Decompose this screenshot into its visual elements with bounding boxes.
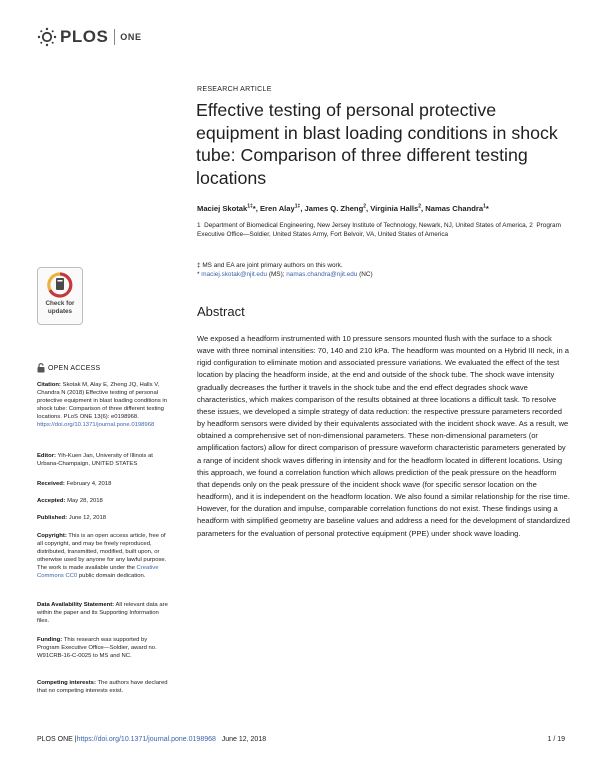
author[interactable]: James Q. Zheng$^2$, [304,203,371,213]
logo-wordmark: PLOS [60,27,109,46]
email-link-ms[interactable]: maciej.skotak@njit.edu [201,271,268,278]
citation-doi-link[interactable]: https://doi.org/10.1371/journal.pone.0198968 [37,422,155,429]
copyright: Copyright: This is an open access article, free of all copyright, and may be freely reproduced, distributed, transmitted, modified, built upon, or otherwise used by anyone for any lawful purpose. The work is made available under the Creative Commons CC0 public domain dedication. [37,533,167,580]
abstract-body: We exposed a headform instrumented with 10 pressure sensors mounted flush with the surface to a shock wave with three nominal intensities: 70, 140 and 210 kPa. The headform was mounted on a Hybrid III neck, in a rigid configuration to eliminate motion and associated pressure variations. We evaluated the effect of the test location by placing the headform inside, at the end and outside of the shock tube. The shock wave intensity gradually decreases the further it travels in the shock tube and the end effect degrades shock wave characteristics, which makes comparison of the results obtained at three locations a difficult task. To resolve these issues, we developed a simple strategy of data reduction: the respective pressure parameters recorded by headform sensors were divided by their equivalents associated with the incident shock wave. As a result, we obtained a comprehensive set of non-dimensional parameters. These non-dimensional parameters (or amplification factors) allow for direct comparison of pressure waveform characteristic parameters generated by a range of incident shock waves differing in intensity and for the headform located in different locations. Using this approach, we found a correlation function which allows prediction of the peak pressure on the headform that depends only on the peak pressure of the incident shock wave (for specific sensor location on the headform), and it is independent on the headform location. We also found a similar relationship for the rise time. However, for the duration and impulse, comparable correlation functions do not exist. These findings using a headform with simplified geometry are baseline values and address a need for the development of standardized parameters for the evaluation of personal protective equipment (PPE) under shock wave loading. [197,334,570,538]
cc0-license-link[interactable]: Creative Commons CC0 [37,565,159,580]
competing-interests: Competing interests: The authors have declared that no competing interests exist. [37,680,168,695]
article-type: RESEARCH ARTICLE [197,86,272,93]
author[interactable]: Namas Chandra$^1$* [425,203,489,213]
correspondence: * maciej.skotak@njit.edu (MS); namas.chandra@njit.edu (NC) [197,271,373,278]
logo-divider [114,29,115,45]
author[interactable]: Virginia Halls$^2$, [370,203,426,213]
page-number: 1 / 19 [547,736,565,743]
published-date: Published: June 12, 2018 [37,515,107,521]
joint-authorship-note: ‡ MS and EA are joint primary authors on this work. [197,262,343,269]
footer-date: June 12, 2018 [215,736,267,743]
journal-name: ONE [120,32,142,42]
affiliations: 1 Department of Biomedical Engineering, New Jersey Institute of Technology, Newark, NJ, United States of America, 2 Program Executive Office—Soldier, United States Army, Fort Belvoir, VA, United States of America [197,222,561,238]
page-footer [37,736,565,743]
article-title: Effective testing of personal protective equipment in blast loading conditions in shock tube: Comparison of three different testing locations [196,100,558,188]
accepted-date: Accepted: May 28, 2018 [37,498,103,504]
abstract-heading: Abstract [197,304,245,319]
author-list [197,203,587,213]
check-for-updates-icon [46,272,74,298]
open-access-label [37,363,100,373]
open-lock-icon [37,363,45,373]
data-availability: Data Availability Statement: All relevant data are within the paper and its Supporting Information files. [37,602,168,625]
plos-logo[interactable] [36,27,142,47]
open-access-text: OPEN ACCESS [48,364,101,372]
author[interactable]: Maciej Skotak$^{1\ddagger}$*, [197,203,260,213]
author[interactable]: Eren Alay$^{1\ddagger}$, [259,203,305,213]
received-date: Received: February 4, 2018 [37,481,112,487]
check-for-updates-line2: updates [47,307,73,315]
funding: Funding: This research was supported by Program Executive Office—Soldier, award no. W91CRB-16-C-0025 to MS and NC. [37,637,157,660]
author-notes [197,261,572,279]
email-link-nc[interactable]: namas.chandra@njit.edu [286,271,358,278]
check-for-updates-line1: Check for [45,300,75,307]
footer-doi-link[interactable]: https://doi.org/10.1371/journal.pone.0198968 [76,736,216,743]
footer-journal: PLOS ONE | [37,736,77,743]
citation: Citation: Skotak M, Alay E, Zheng JQ, Halls V, Chandra N (2018) Effective testing of personal protective equipment in blast loading conditions in shock tube: Comparison of three different testing locations. PLoS ONE 13(6): e0198968. https://doi.org/10.1371/journal.pone.0198968 [37,382,168,429]
check-for-updates-badge[interactable] [37,267,83,325]
editor: Editor: Yih-Kuen Jan, University of Illinois at Urbana-Champaign, UNITED STATES [37,453,153,468]
plos-logo-icon [36,27,58,47]
